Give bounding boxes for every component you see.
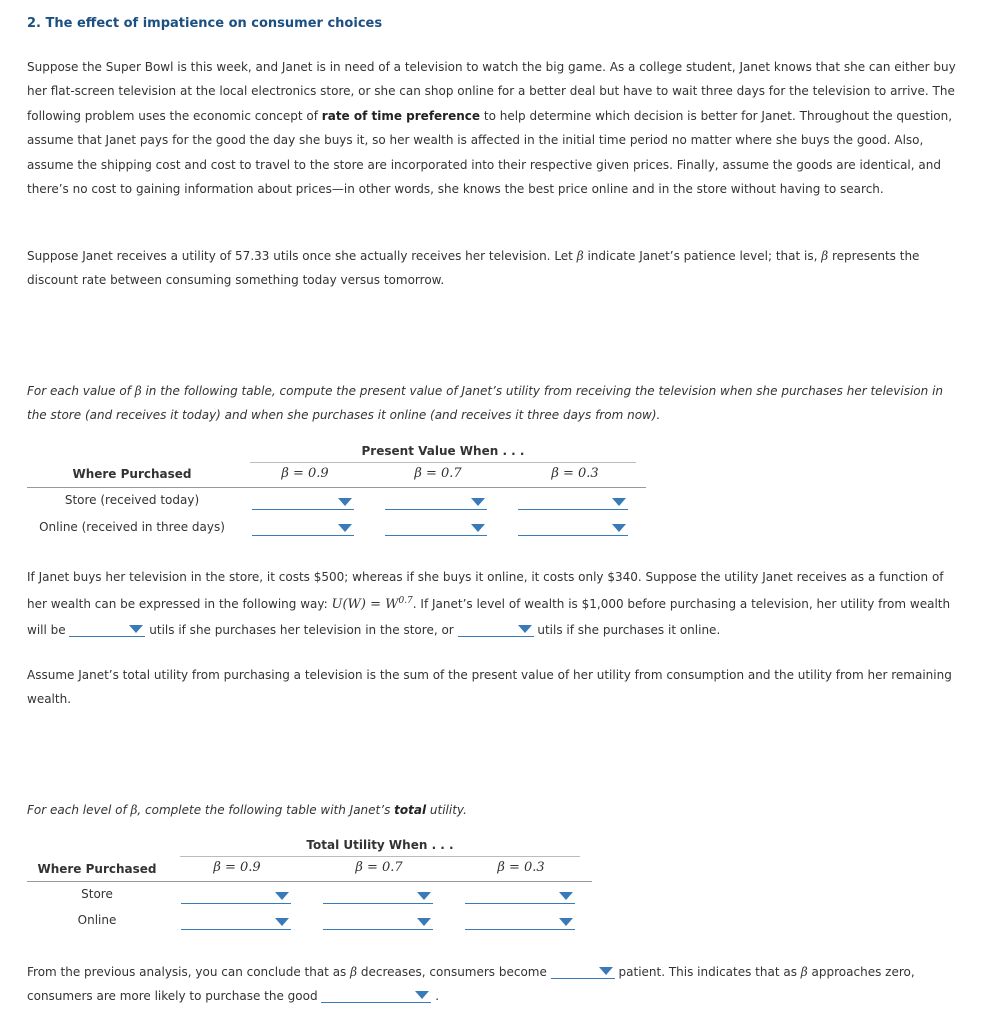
purchase-location-dropdown[interactable]	[321, 988, 431, 1003]
online-pv-beta-0.9-dropdown[interactable]	[252, 521, 354, 536]
chevron-down-icon	[275, 892, 289, 900]
online-pv-beta-0.3-dropdown[interactable]	[518, 521, 628, 536]
table1-col-beta-0.7: β = 0.7	[414, 466, 462, 481]
online-total-beta-0.3-dropdown[interactable]	[465, 915, 575, 930]
patience-dropdown[interactable]	[551, 964, 615, 979]
table2-col-beta-0.9: β = 0.9	[213, 860, 261, 875]
chevron-down-icon	[415, 991, 429, 999]
chevron-down-icon	[471, 498, 485, 506]
key-concept: rate of time preference	[321, 108, 481, 123]
question-title: 2. The effect of impatience on consumer choices	[27, 16, 383, 31]
store-pv-beta-0.3-dropdown[interactable]	[518, 495, 628, 510]
chevron-down-icon	[612, 498, 626, 506]
utility-paragraph: Suppose Janet receives a utility of 57.33 utils once she actually receives her television. Let β indicate Janet’s patience level; that is, β represents the discount rate between consuming something today versus tomorrow.	[27, 249, 920, 288]
store-total-beta-0.3-dropdown[interactable]	[465, 889, 575, 904]
chevron-down-icon	[338, 524, 352, 532]
chevron-down-icon	[612, 524, 626, 532]
store-pv-beta-0.7-dropdown[interactable]	[385, 495, 487, 510]
table1-col-beta-0.9: β = 0.9	[281, 466, 329, 481]
online-pv-beta-0.7-dropdown[interactable]	[385, 521, 487, 536]
conclusion-paragraph: From the previous analysis, you can conclude that as β decreases, consumers become patient. This indicates that as β approaches zero, consumers are more likely to purchase the good .	[27, 965, 915, 1004]
table2-instructions: For each level of β, complete the following table with Janet’s total utility.	[27, 803, 467, 817]
table2-row-header: Where Purchased	[37, 862, 157, 876]
intro-paragraph: Suppose the Super Bowl is this week, and Janet is in need of a television to watch the big game. As a college student, Janet knows that she can either buy her flat-screen television at the local electronics store, or she can shop online for a better deal but have to wait three days for the television to arrive. The following problem uses the economic concept of rate of time preference to help determine which decision is better for Janet. Throughout the question, assume that Janet pays for the good the day she buys it, so her wealth is affected in the initial time period no matter where she buys the good. Also, assume the shipping cost and cost to travel to the store are incorporated into their respective given prices. Finally, assume the goods are identical, and there’s no cost to gaining information about prices—in other words, she knows the best price online and in the store without having to search.	[27, 60, 956, 197]
table1-row-store: Store (received today)	[64, 493, 200, 507]
chevron-down-icon	[417, 918, 431, 926]
store-pv-beta-0.9-dropdown[interactable]	[252, 495, 354, 510]
table1-instructions: For each value of β in the following table, compute the present value of Janet’s utility from receiving the television when she purchases her television in the store (and receives it today) and when she purchases it online (and receives it three days from now).	[27, 384, 944, 423]
table2-col-beta-0.7: β = 0.7	[355, 860, 403, 875]
table2-row-online: Online	[77, 913, 117, 927]
online-total-beta-0.9-dropdown[interactable]	[181, 915, 291, 930]
table1-row-online: Online (received in three days)	[39, 520, 225, 534]
online-wealth-utility-dropdown[interactable]	[458, 622, 534, 637]
online-total-beta-0.7-dropdown[interactable]	[323, 915, 433, 930]
wealth-paragraph: If Janet buys her television in the store, it costs $500; whereas if she buys it online, it costs only $340. Suppose the utility Janet receives as a function of her wealth can be expressed in the following way: $U(W) = W^{0.7}$. If Janet’s level of wealth is $1,000 before purchasing a television, her utility from wealth will be utils if she purchases her television in the store, or utils if she purchases it online.	[27, 570, 951, 637]
chevron-down-icon	[275, 918, 289, 926]
chevron-down-icon	[471, 524, 485, 532]
table1-group-header: Present Value When . . .	[361, 444, 525, 458]
assumption-paragraph: Assume Janet’s total utility from purchasing a television is the sum of the present value of her utility from consumption and the utility from her remaining wealth.	[27, 668, 952, 707]
chevron-down-icon	[338, 498, 352, 506]
table1-row-header: Where Purchased	[72, 467, 192, 481]
chevron-down-icon	[559, 918, 573, 926]
chevron-down-icon	[129, 625, 143, 633]
store-total-beta-0.7-dropdown[interactable]	[323, 889, 433, 904]
chevron-down-icon	[518, 625, 532, 633]
table2-row-store: Store	[81, 887, 113, 901]
store-total-beta-0.9-dropdown[interactable]	[181, 889, 291, 904]
store-wealth-utility-dropdown[interactable]	[69, 622, 145, 637]
table1-col-beta-0.3: β = 0.3	[551, 466, 599, 481]
table2-col-beta-0.3: β = 0.3	[497, 860, 545, 875]
table2-group-header: Total Utility When . . .	[306, 838, 454, 852]
chevron-down-icon	[559, 892, 573, 900]
chevron-down-icon	[599, 967, 613, 975]
chevron-down-icon	[417, 892, 431, 900]
